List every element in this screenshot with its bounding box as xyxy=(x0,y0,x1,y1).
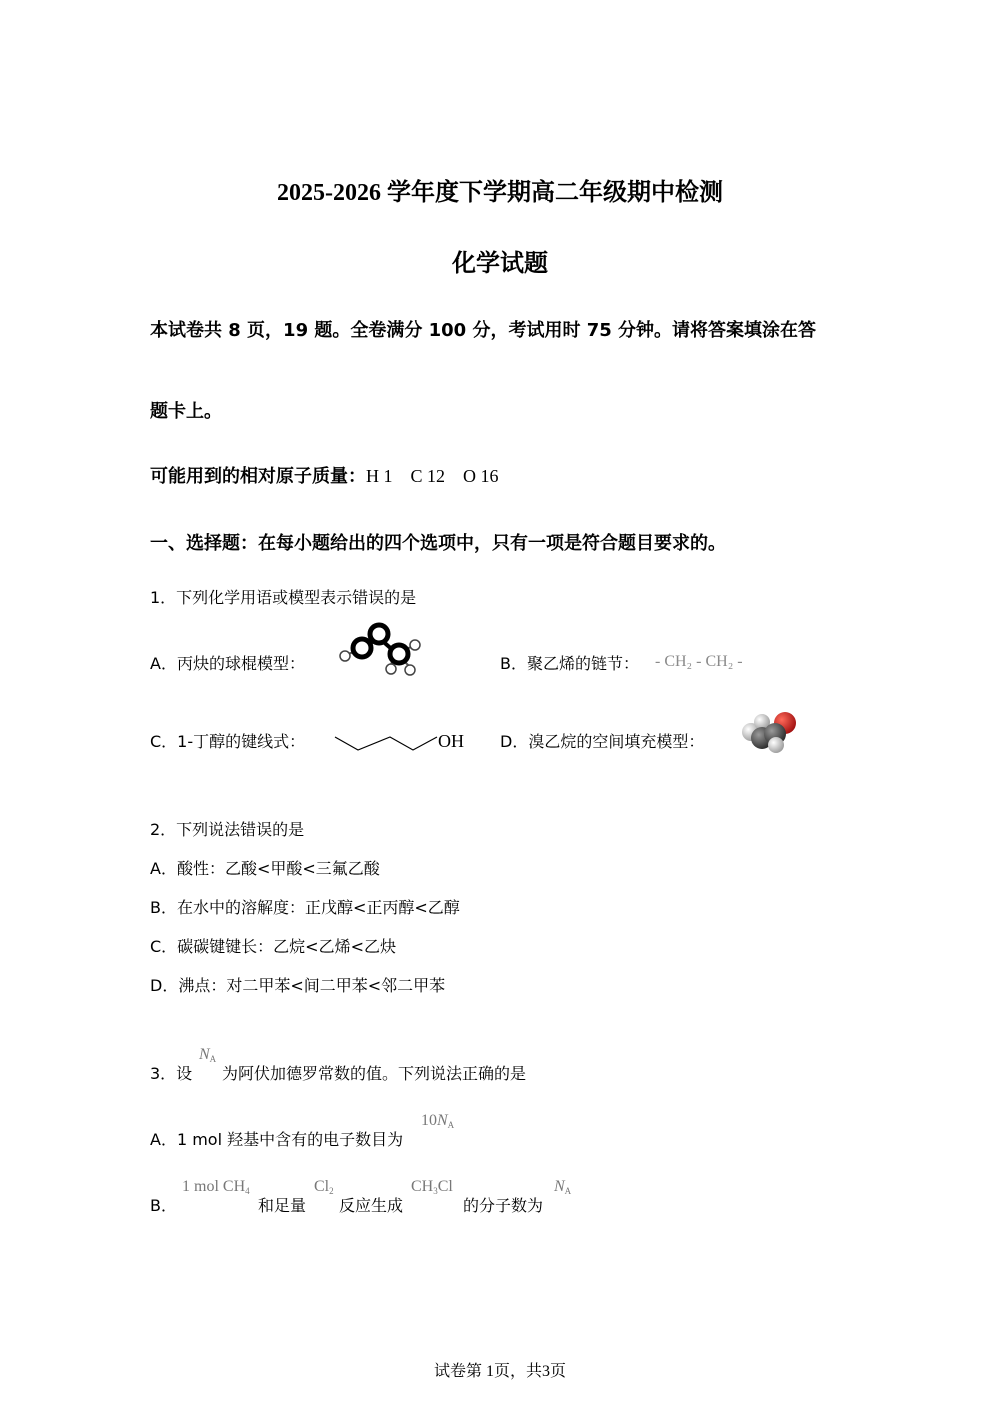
na-letter: N xyxy=(199,1046,210,1063)
q3-b-na-sub: A xyxy=(564,1186,572,1196)
q3-b-na xyxy=(554,1178,571,1196)
hydroxyl-label: OH xyxy=(438,731,464,751)
butanol-skeletal-formula xyxy=(334,722,444,762)
q3-a-number: 10 xyxy=(421,1112,437,1129)
q1-option-d: D．溴乙烷的空间填充模型： xyxy=(500,732,705,751)
q3-b-text1: 和足量 xyxy=(258,1196,307,1215)
q2-option-c: C．碳碳键键长：乙烷<乙烯<乙炔 xyxy=(150,937,396,956)
q2-option-b: B．在水中的溶解度：正戊醇<正丙醇<乙醇 xyxy=(150,898,460,917)
q3-b-methane xyxy=(182,1178,250,1196)
atomic-mass-values: H 1 C 12 O 16 xyxy=(366,466,499,486)
q3-stem-suffix: 为阿伏加德罗常数的值。下列说法正确的是 xyxy=(222,1064,527,1083)
q3-na-symbol xyxy=(199,1046,216,1064)
q3-b-methane-sub: 4 xyxy=(245,1186,250,1196)
q3-b-cl-text: Cl xyxy=(437,1178,453,1195)
q3-a-na-sub: A xyxy=(447,1120,455,1130)
q3-a-na: N xyxy=(437,1112,448,1129)
q3-b-methane-text: 1 mol CH xyxy=(182,1178,246,1195)
q3-stem-prefix: 3．设 xyxy=(150,1064,193,1083)
atomic-mass-line xyxy=(150,462,499,488)
q2-option-a: A．酸性：乙酸<甲酸<三氟乙酸 xyxy=(150,859,380,878)
bromoethane-space-filling-model xyxy=(738,710,803,755)
q1-option-c: C．1-丁醇的键线式： xyxy=(150,732,306,751)
instructions-line1: 本试卷共 8 页，19 题。全卷满分 100 分，考试用时 75 分钟。请将答案填涂在答 xyxy=(150,320,817,341)
q3-b-text2: 反应生成 xyxy=(339,1196,404,1215)
na-subscript: A xyxy=(209,1054,217,1064)
section-1-header: 一、选择题：在每小题给出的四个选项中，只有一项是符合题目要求的。 xyxy=(150,533,726,554)
exam-subtitle: 化学试题 xyxy=(452,249,548,277)
q1-stem: 1．下列化学用语或模型表示错误的是 xyxy=(150,588,417,607)
q3-a-value xyxy=(421,1112,454,1130)
propyne-ball-stick-model xyxy=(335,620,425,680)
polyethylene-repeat-unit: - CH₂ - CH₂ - xyxy=(655,653,743,670)
q3-b-text3: 的分子数为 xyxy=(463,1196,544,1215)
atomic-mass-label: 可能用到的相对原子质量： xyxy=(150,466,366,487)
instructions-line2: 题卡上。 xyxy=(150,401,222,422)
q1-option-a: A．丙炔的球棍模型： xyxy=(150,654,305,673)
q3-b-na-letter: N xyxy=(554,1178,565,1195)
q3-b-chlorine-sub: 2 xyxy=(329,1186,334,1196)
q1-option-b: B．聚乙烯的链节： xyxy=(500,654,639,673)
q2-option-d: D．沸点：对二甲苯<间二甲苯<邻二甲苯 xyxy=(150,976,446,995)
q3-b-chlorine xyxy=(314,1178,334,1196)
q3-b-ch-text: CH xyxy=(411,1178,434,1195)
q3-b-chloromethane xyxy=(411,1178,453,1196)
exam-title: 2025-2026 学年度下学期高二年级期中检测 xyxy=(277,180,723,206)
q2-stem: 2．下列说法错误的是 xyxy=(150,820,305,839)
q3-b-chlorine-text: Cl xyxy=(314,1178,330,1195)
page-footer: 试卷第 1页，共3页 xyxy=(433,1363,566,1380)
q3-option-b: B． xyxy=(150,1196,177,1215)
q3-b-ch-sub: 3 xyxy=(433,1186,438,1196)
q3-option-a: A．1 mol 羟基中含有的电子数目为 xyxy=(150,1130,404,1149)
